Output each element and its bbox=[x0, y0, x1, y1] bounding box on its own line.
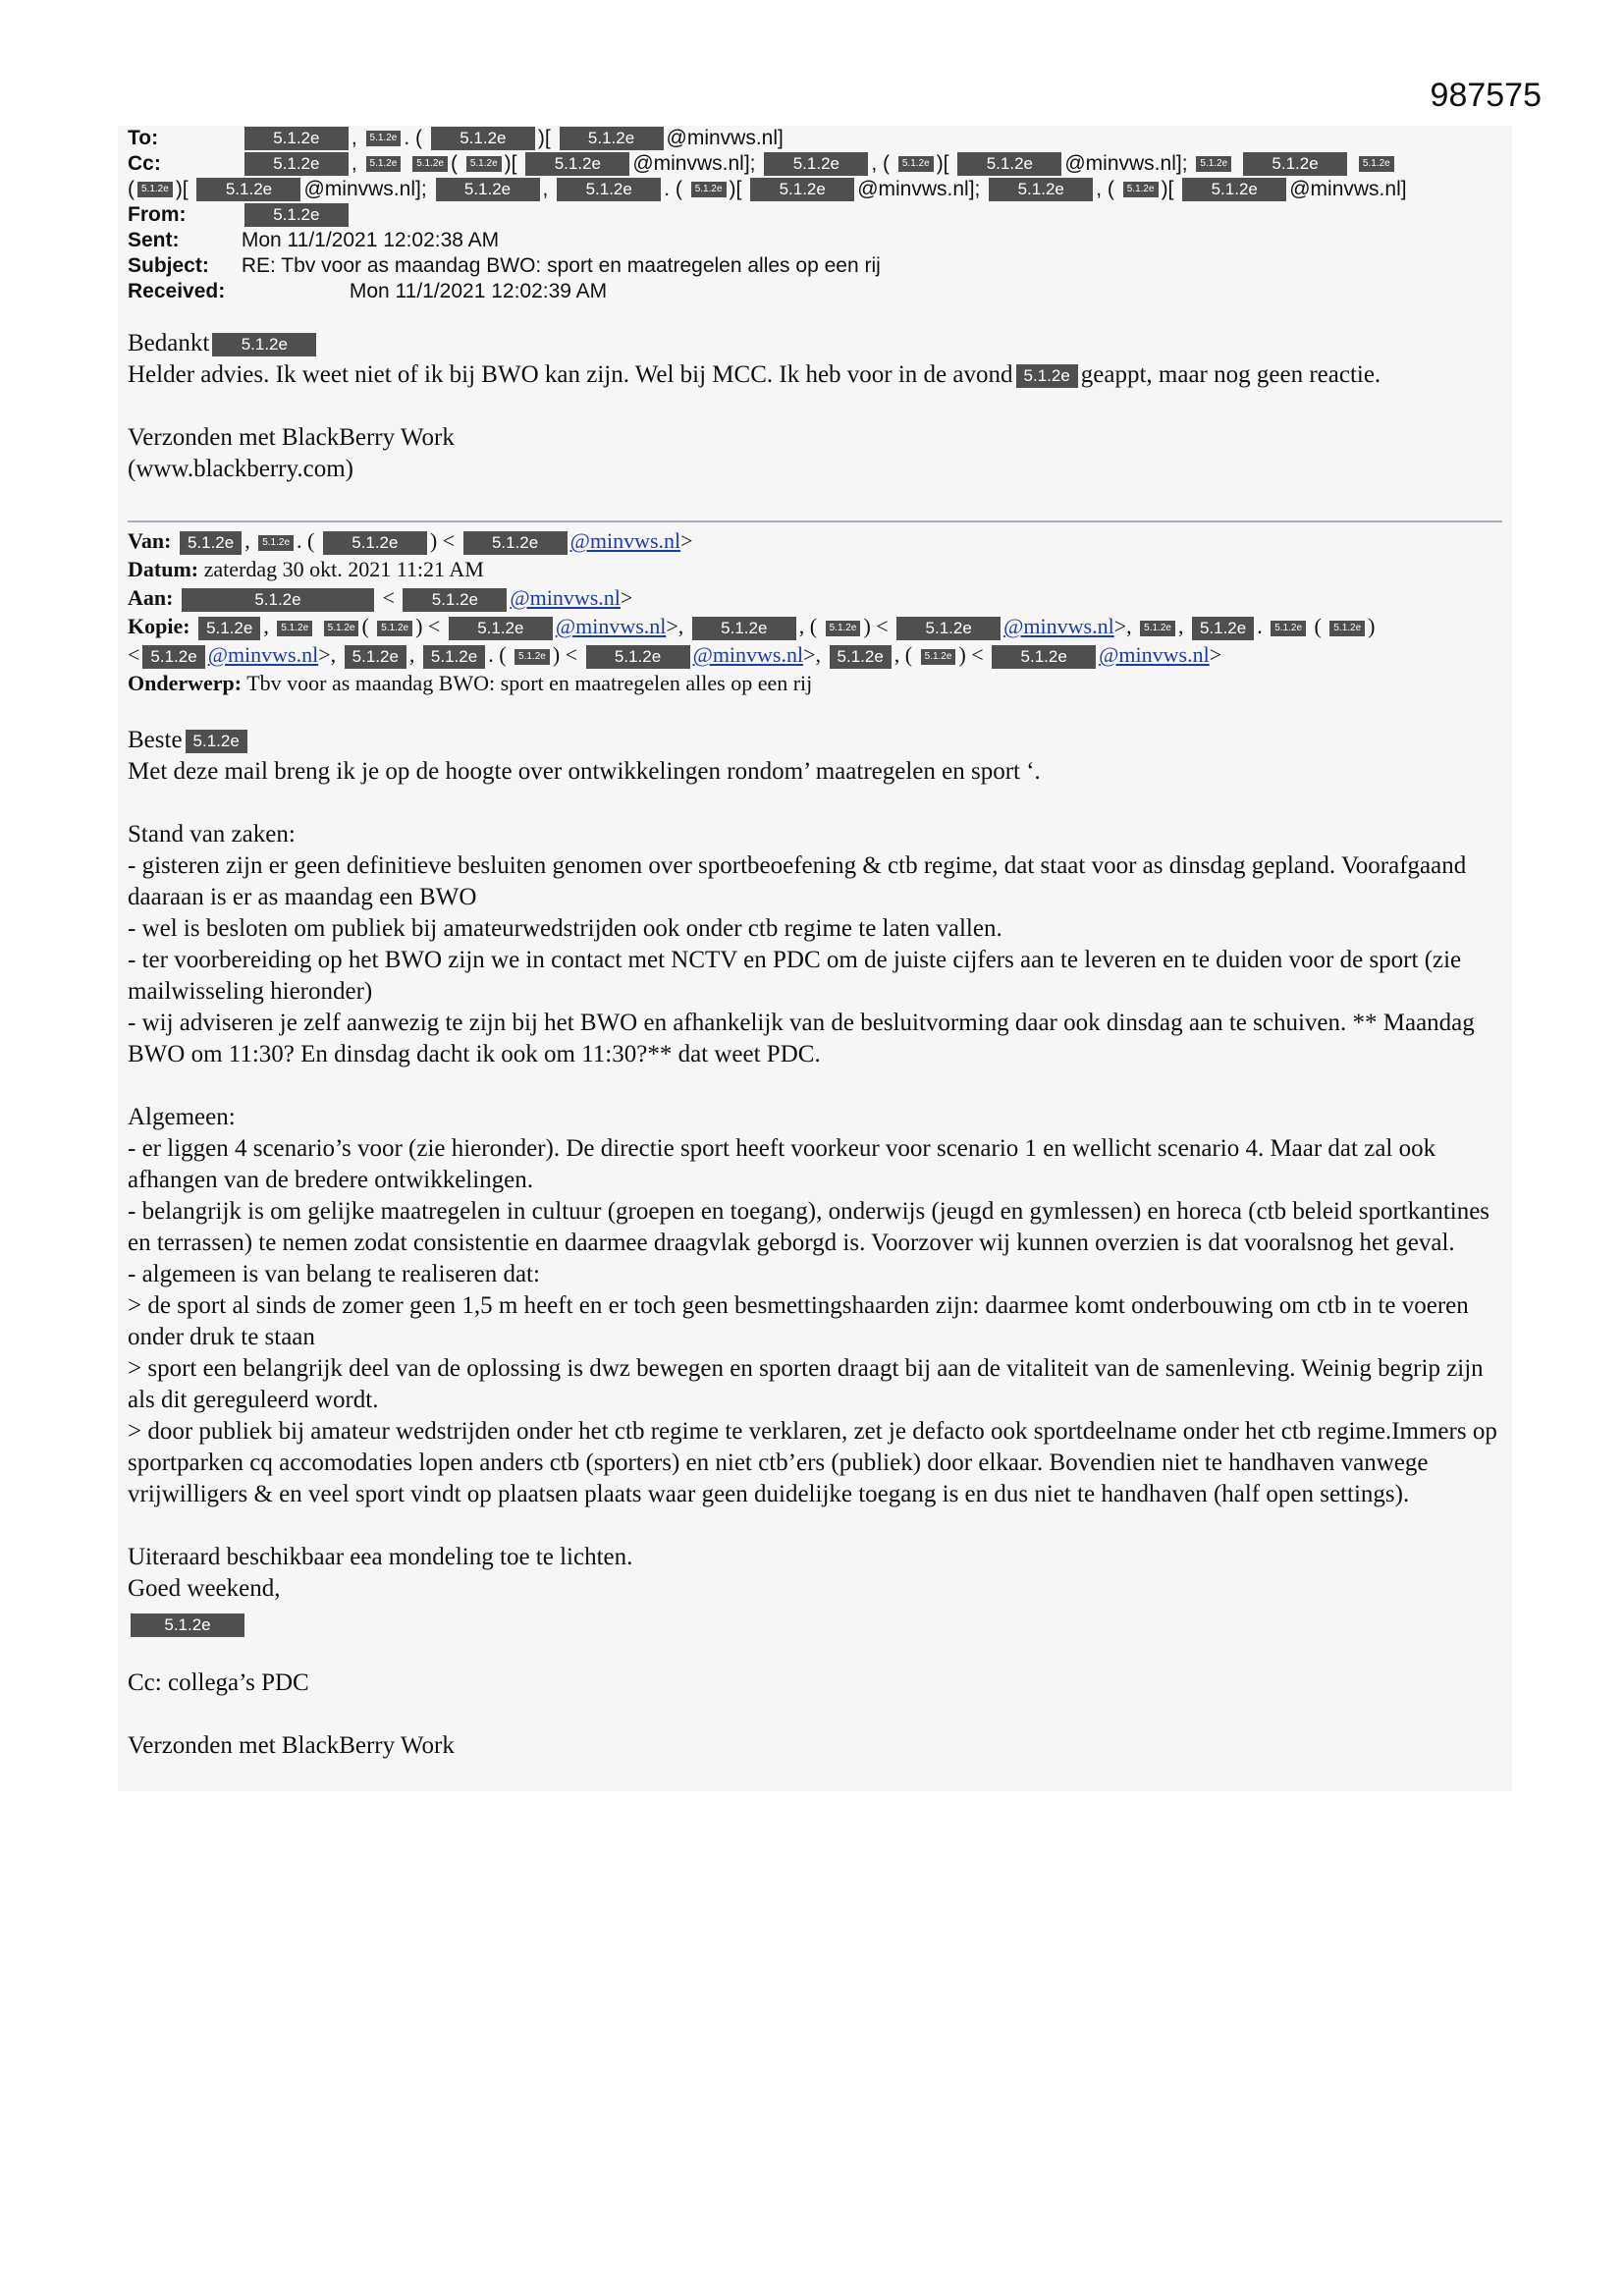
redaction: 5.1.2e bbox=[898, 156, 934, 172]
redaction: 5.1.2e bbox=[1016, 364, 1078, 388]
redaction: 5.1.2e bbox=[1123, 182, 1159, 197]
redaction: 5.1.2e bbox=[182, 588, 374, 612]
redaction: 5.1.2e bbox=[449, 617, 553, 640]
redaction: 5.1.2e bbox=[366, 156, 402, 172]
cc-row: Cc: 5.1.2e , 5.1.2e 5.1.2e ( 5.1.2e )[ 5.1.2e @minvws.nl]; 5.1.2e , ( 5.1.2e )[ 5.1.2e @minvws.nl]; 5.1.2e 5.1.2e 5.1.2e bbox=[128, 151, 1502, 177]
redaction: 5.1.2e bbox=[323, 531, 427, 555]
email-link[interactable]: @minvws.nl bbox=[569, 528, 681, 553]
redaction: 5.1.2e bbox=[423, 645, 485, 669]
cc-row-continued: ( 5.1.2e )[ 5.1.2e @minvws.nl]; 5.1.2e , 5.1.2e . ( 5.1.2e )[ 5.1.2e @minvws.nl]; 5.1.2e , ( 5.1.2e )[ 5.1.2e @minvws.nl] bbox=[128, 178, 1407, 200]
redaction: 5.1.2e bbox=[466, 156, 502, 172]
redaction: 5.1.2e bbox=[463, 531, 568, 555]
redaction: 5.1.2e bbox=[1271, 621, 1306, 636]
email-page bbox=[118, 126, 1512, 1791]
redaction: 5.1.2e bbox=[921, 649, 956, 665]
email-link[interactable]: @minvws.nl bbox=[510, 585, 621, 610]
redaction: 5.1.2e bbox=[196, 178, 300, 201]
redaction: 5.1.2e bbox=[258, 535, 294, 551]
redaction: 5.1.2e bbox=[277, 621, 312, 636]
redaction: 5.1.2e bbox=[212, 333, 316, 356]
redaction: 5.1.2e bbox=[137, 182, 173, 197]
redaction: 5.1.2e bbox=[826, 621, 861, 636]
redaction: 5.1.2e bbox=[1182, 178, 1286, 201]
redaction: 5.1.2e bbox=[412, 156, 448, 172]
redaction: 5.1.2e bbox=[896, 617, 1001, 640]
redaction: 5.1.2e bbox=[957, 152, 1061, 176]
document-number: 987575 bbox=[1430, 77, 1542, 114]
to-row: To: 5.1.2e , 5.1.2e . ( 5.1.2e )[ 5.1.2e @minvws.nl] bbox=[128, 127, 784, 149]
redaction: 5.1.2e bbox=[198, 617, 260, 640]
original-header: Van: 5.1.2e , 5.1.2e . ( 5.1.2e ) < 5.1.2e @minvws.nl> Datum: zaterdag 30 okt. 2021 11:21 AM Aan: 5.1.2e < 5.1.2e @minvws.nl> Kopie: 5.1.2e , 5.1.2e 5.1.2e ( 5.1.2e ) < 5.1.2e @minvws.nl>, 5.1.2e , ( 5.1.2e ) < 5.1.2e @minvws.nl>, 5.1.2e , 5.1.2e . 5.1.2e ( 5.1.2e ) < 5.1.2e @minvws.nl>, 5.1.2e , 5.1.2e . ( 5.1.2e ) < 5.1.2e @minvws.nl>, 5.1.2e , ( 5.1.2e ) < 5.1.2e @minvws.nl> Onderwerp: Tbv voor as maandag BWO: sport en maatregelen alles op een rij bbox=[128, 528, 1376, 695]
redaction: 5.1.2e bbox=[764, 152, 868, 176]
redaction: 5.1.2e bbox=[436, 178, 540, 201]
sent-row: Sent: Mon 11/1/2021 12:02:38 AM bbox=[128, 229, 500, 251]
redaction: 5.1.2e bbox=[324, 621, 359, 636]
redaction: 5.1.2e bbox=[557, 178, 661, 201]
subject-row: Subject: RE: Tbv voor as maandag BWO: sport en maatregelen alles op een rij bbox=[128, 254, 881, 277]
email-link[interactable]: @minvws.nl bbox=[1099, 642, 1210, 667]
redaction: 5.1.2e bbox=[186, 730, 247, 753]
redaction: 5.1.2e bbox=[750, 178, 854, 201]
redaction: 5.1.2e bbox=[431, 127, 535, 150]
redaction: 5.1.2e bbox=[560, 127, 664, 150]
redaction: 5.1.2e bbox=[244, 152, 349, 176]
redaction: 5.1.2e bbox=[366, 131, 402, 146]
redaction: 5.1.2e bbox=[691, 182, 727, 197]
email-link[interactable]: @minvws.nl bbox=[207, 642, 319, 667]
email-header bbox=[128, 126, 1502, 304]
original-body: Beste 5.1.2e Met deze mail breng ik je op de hoogte over ontwikkelingen rondom’ maatregelen en sport ‘. Stand van zaken: - gisteren zijn er geen definitieve besluiten genomen over sportbeoefening & ctb regime, dat staat voor as dinsdag gepland. Voorafgaand daaraan is er as maandag een BWO - wel is besloten om publiek bij amateurwedstrijden ook onder ctb regime te laten vallen. - ter voorbereiding op het BWO zijn we in contact met NCTV en PDC om de juiste cijfers aan te leveren en te duiden voor de sport (zie mailwisseling hieronder) - wij adviseren je zelf aanwezig te zijn bij het BWO en afhankelijk van de besluitvorming daar ook dinsdag aan te schuiven. ** Maandag BWO om 11:30? En dinsdag dacht ik ook om 11:30?** dat weet PDC. Algemeen: - er liggen 4 scenario’s voor (zie hieronder). De directie sport heeft voorkeur voor scenario 1 en wellicht scenario 4. Maar dat zal ook afhangen van de bredere ontwikkelingen. - belangrijk is om gelijke maatregelen in cultuur (groepen en toegang), onderwijs (jeugd en gymlessen) en horeca (ctb beleid sportkantines en terrassen) te nemen zodat consistentie en daarmee draagvlak geborgd is. Voorzover wij kunnen overzien is dat vooralsnog het geval. - algemeen is van belang te realiseren dat: > de sport al sinds de zomer geen 1,5 m heeft en er toch geen besmettingshaarden zijn: daarmee komt onderbouwing om ctb in te voeren onder druk te staan > sport een belangrijk deel van de oplossing is dwz bewegen en sporten draagt bij aan de vitaliteit van de samenleving. Weinig begrip zijn als dit gereguleerd wordt. > door publiek bij amateur wedstrijden onder het ctb regime te verklaren, zet je defacto ook sportdeelname onder het ctb regime.Immers op sportparken cq accomodaties lopen anders ctb (sporters) en niet ctb’ers (publiek) door elkaar. Bovendien niet te handhaven vanwege vrijwilligers & en veel sport vindt op plaatsen plaats waar geen duidelijke toegang is en dus niet te handhaven (half open settings). Uiteraard beschikbaar eea mondeling toe te lichten. Goed weekend, 5.1.2e Cc: collega’s PDC Verzonden met BlackBerry Work bbox=[128, 727, 1497, 1759]
from-row: From: 5.1.2e bbox=[128, 202, 1502, 228]
redaction: 5.1.2e bbox=[1243, 152, 1347, 176]
reply-body: Bedankt 5.1.2e Helder advies. Ik weet niet of ik bij BWO kan zijn. Wel bij MCC. Ik heb voor in de avond 5.1.2e geappt, maar nog geen reactie. Verzonden met BlackBerry Work (www.blackberry.com) bbox=[128, 330, 1381, 482]
redaction: 5.1.2e bbox=[403, 588, 507, 612]
redaction: 5.1.2e bbox=[1359, 156, 1394, 172]
redaction: 5.1.2e bbox=[1196, 156, 1231, 172]
received-row: Received: Mon 11/1/2021 12:02:39 AM bbox=[128, 280, 608, 302]
redaction: 5.1.2e bbox=[180, 531, 242, 555]
redaction: 5.1.2e bbox=[142, 645, 204, 669]
redaction: 5.1.2e bbox=[989, 178, 1093, 201]
redaction: 5.1.2e bbox=[830, 645, 892, 669]
redaction: 5.1.2e bbox=[1329, 621, 1365, 636]
redaction: 5.1.2e bbox=[1192, 617, 1254, 640]
email-link[interactable]: @minvws.nl bbox=[692, 642, 804, 667]
email-link[interactable]: @minvws.nl bbox=[555, 614, 667, 638]
redaction: 5.1.2e bbox=[692, 617, 796, 640]
redaction: 5.1.2e bbox=[345, 645, 406, 669]
email-link[interactable]: @minvws.nl bbox=[1003, 614, 1114, 638]
redaction: 5.1.2e bbox=[586, 645, 690, 669]
redaction: 5.1.2e bbox=[377, 621, 412, 636]
redaction: 5.1.2e bbox=[244, 203, 349, 227]
redaction: 5.1.2e bbox=[131, 1613, 244, 1637]
redaction: 5.1.2e bbox=[244, 127, 349, 150]
redaction: 5.1.2e bbox=[992, 645, 1096, 669]
redaction: 5.1.2e bbox=[1140, 621, 1175, 636]
redaction: 5.1.2e bbox=[514, 649, 550, 665]
redaction: 5.1.2e bbox=[525, 152, 629, 176]
message-separator bbox=[128, 520, 1502, 522]
